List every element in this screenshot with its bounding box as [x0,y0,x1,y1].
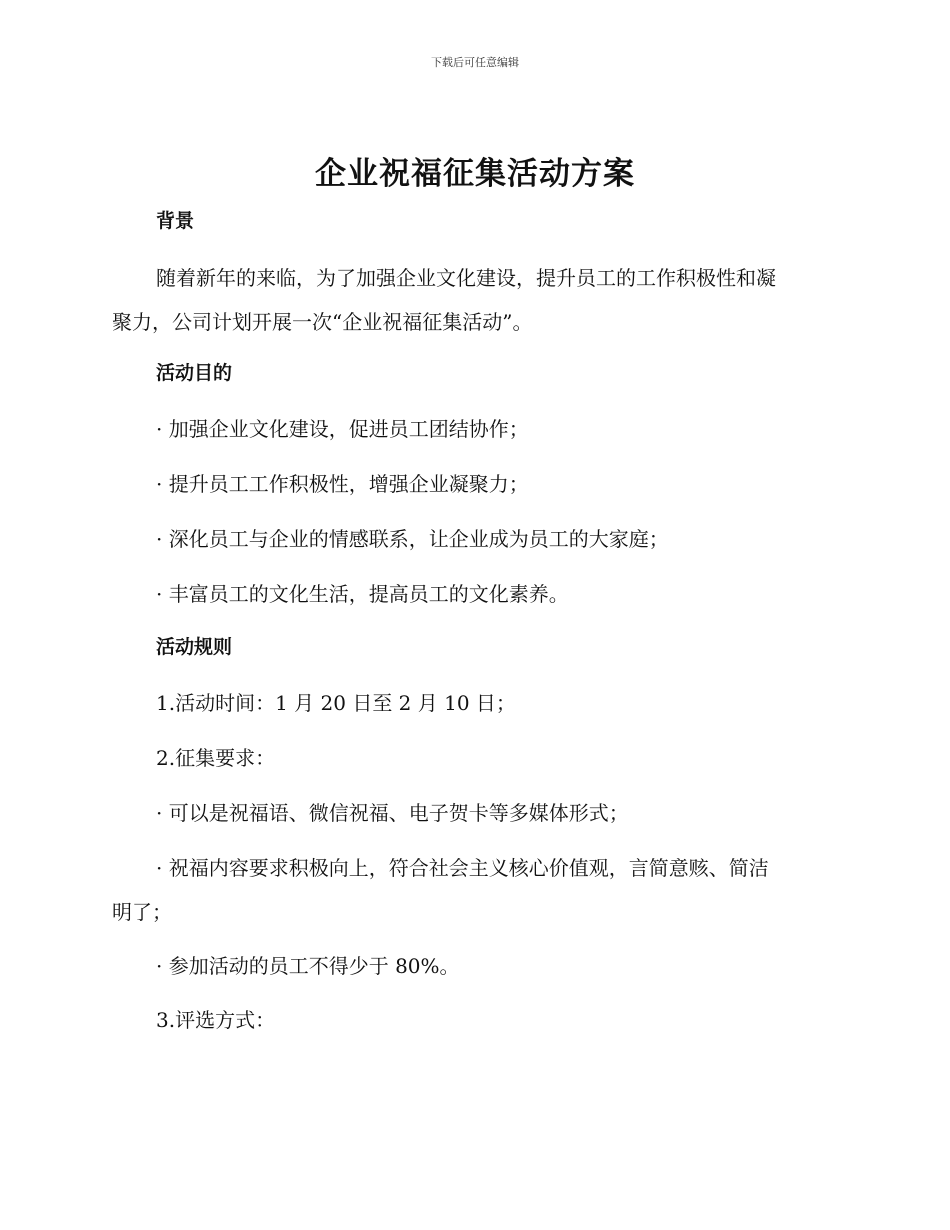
heading-rules: 活动规则 [156,636,233,658]
requirement-item-2-line-1: · 祝福内容要求积极向上，符合社会主义核心价值观，言简意赅、简洁 [156,856,769,880]
background-paragraph-line-1: 随着新年的来临，为了加强企业文化建设，提升员工的工作积极性和凝 [156,266,776,290]
requirement-item-1: · 可以是祝福语、微信祝福、电子贺卡等多媒体形式； [156,801,629,825]
purpose-item-3: · 深化员工与企业的情感联系，让企业成为员工的大家庭； [156,527,669,551]
rules-requirements: 2.征集要求： [156,746,276,770]
rules-selection: 3.评选方式： [156,1008,276,1032]
heading-background: 背景 [156,210,195,232]
requirement-item-3: · 参加活动的员工不得少于 80%。 [156,954,460,978]
heading-purpose: 活动目的 [156,362,233,384]
purpose-item-4: · 丰富员工的文化生活，提高员工的文化素养。 [156,582,569,606]
purpose-item-2: · 提升员工工作积极性，增强企业凝聚力； [156,472,529,496]
header-note: 下载后可任意编辑 [431,56,519,69]
page-title: 企业祝福征集活动方案 [315,156,635,192]
requirement-item-2-line-2: 明了； [112,900,172,924]
rules-time: 1.活动时间：1 月 20 日至 2 月 10 日； [156,691,516,715]
background-paragraph-line-2: 聚力，公司计划开展一次“企业祝福征集活动”。 [112,310,533,334]
purpose-item-1: · 加强企业文化建设，促进员工团结协作； [156,417,529,441]
